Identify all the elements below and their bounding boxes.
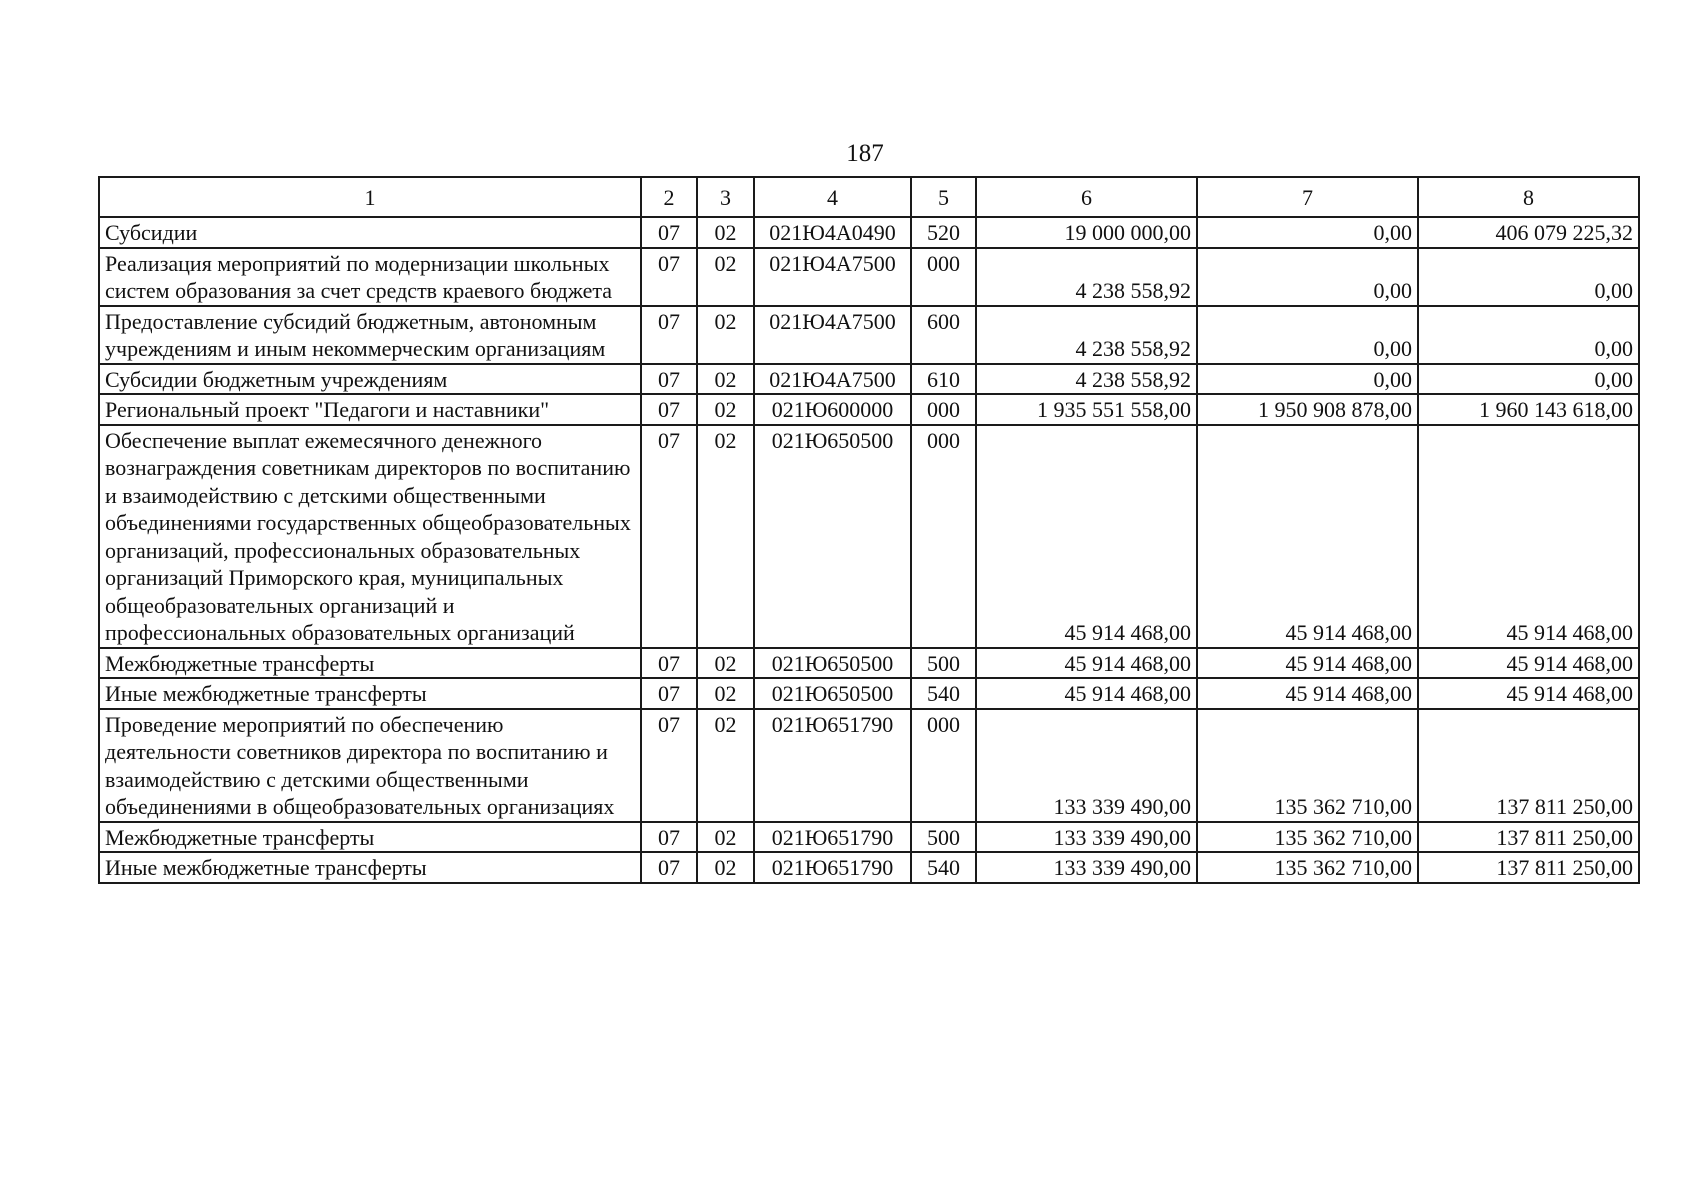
column-number-header: [99, 177, 1639, 217]
table-row: [99, 394, 1639, 425]
table-row: [99, 248, 1639, 306]
table-row: [99, 306, 1639, 364]
target-article-cell: 021Ю4А7500: [754, 248, 911, 306]
target-article-cell: 021Ю651790: [754, 852, 911, 883]
amount-col7-cell: 45 914 468,00: [1197, 648, 1418, 679]
section-code-cell: 07: [641, 306, 697, 364]
expense-type-cell: 000: [911, 394, 976, 425]
amount-col8-cell: 45 914 468,00: [1418, 425, 1639, 648]
item-name-cell: Иные межбюджетные трансферты: [99, 678, 641, 709]
amount-col8-cell: 0,00: [1418, 364, 1639, 395]
amount-col8-cell: 137 811 250,00: [1418, 709, 1639, 822]
subsection-code-cell: 02: [697, 852, 754, 883]
amount-col7-cell: 45 914 468,00: [1197, 425, 1418, 648]
table-row: [99, 852, 1639, 883]
expense-type-cell: 000: [911, 425, 976, 648]
target-article-cell: 021Ю4А7500: [754, 306, 911, 364]
column-header: 8: [1418, 177, 1639, 217]
amount-col7-cell: 135 362 710,00: [1197, 709, 1418, 822]
item-name-cell: Субсидии бюджетным учреждениям: [99, 364, 641, 395]
amount-col6-cell: 4 238 558,92: [976, 364, 1197, 395]
item-name-cell: Межбюджетные трансферты: [99, 822, 641, 853]
subsection-code-cell: 02: [697, 822, 754, 853]
amount-col6-cell: 45 914 468,00: [976, 648, 1197, 679]
amount-col6-cell: 4 238 558,92: [976, 306, 1197, 364]
section-code-cell: 07: [641, 217, 697, 248]
expense-type-cell: 500: [911, 648, 976, 679]
target-article-cell: 021Ю650500: [754, 648, 911, 679]
section-code-cell: 07: [641, 394, 697, 425]
amount-col7-cell: 0,00: [1197, 364, 1418, 395]
target-article-cell: 021Ю4А0490: [754, 217, 911, 248]
target-article-cell: 021Ю651790: [754, 709, 911, 822]
amount-col8-cell: 137 811 250,00: [1418, 852, 1639, 883]
expense-type-cell: 600: [911, 306, 976, 364]
amount-col6-cell: 133 339 490,00: [976, 822, 1197, 853]
column-header: 3: [697, 177, 754, 217]
amount-col7-cell: 1 950 908 878,00: [1197, 394, 1418, 425]
expense-type-cell: 540: [911, 678, 976, 709]
section-code-cell: 07: [641, 709, 697, 822]
table-row: [99, 425, 1639, 648]
target-article-cell: 021Ю651790: [754, 822, 911, 853]
table-row: [99, 648, 1639, 679]
target-article-cell: 021Ю650500: [754, 678, 911, 709]
section-code-cell: 07: [641, 648, 697, 679]
expense-type-cell: 500: [911, 822, 976, 853]
item-name-cell: Реализация мероприятий по модернизации школьных систем образования за счет средств краевого бюджета: [99, 248, 641, 306]
table-row: [99, 822, 1639, 853]
column-header: 4: [754, 177, 911, 217]
target-article-cell: 021Ю650500: [754, 425, 911, 648]
item-name-cell: Иные межбюджетные трансферты: [99, 852, 641, 883]
item-name-cell: Региональный проект "Педагоги и наставники": [99, 394, 641, 425]
table-row: [99, 709, 1639, 822]
column-header: 7: [1197, 177, 1418, 217]
page-number: 187: [846, 140, 884, 167]
amount-col7-cell: 0,00: [1197, 306, 1418, 364]
expense-type-cell: 000: [911, 709, 976, 822]
item-name-cell: Обеспечение выплат ежемесячного денежного вознаграждения советникам директоров по воспитанию и взаимодействию с детскими общественными объединениями государственных общеобразовательных организаций, профессиональных образовательных организаций Приморского края, муниципальных общеобразовательных организаций и профессиональных образовательных организаций: [99, 425, 641, 648]
budget-table: [98, 176, 1640, 884]
amount-col6-cell: 133 339 490,00: [976, 709, 1197, 822]
amount-col8-cell: 137 811 250,00: [1418, 822, 1639, 853]
subsection-code-cell: 02: [697, 709, 754, 822]
amount-col8-cell: 0,00: [1418, 306, 1639, 364]
subsection-code-cell: 02: [697, 217, 754, 248]
table-row: [99, 364, 1639, 395]
amount-col7-cell: 45 914 468,00: [1197, 678, 1418, 709]
expense-type-cell: 000: [911, 248, 976, 306]
section-code-cell: 07: [641, 248, 697, 306]
section-code-cell: 07: [641, 425, 697, 648]
expense-type-cell: 610: [911, 364, 976, 395]
amount-col8-cell: 1 960 143 618,00: [1418, 394, 1639, 425]
subsection-code-cell: 02: [697, 678, 754, 709]
section-code-cell: 07: [641, 364, 697, 395]
column-header: 6: [976, 177, 1197, 217]
table-row: [99, 217, 1639, 248]
table-body: [99, 177, 1639, 883]
column-header: 2: [641, 177, 697, 217]
amount-col6-cell: 1 935 551 558,00: [976, 394, 1197, 425]
target-article-cell: 021Ю4А7500: [754, 364, 911, 395]
amount-col8-cell: 406 079 225,32: [1418, 217, 1639, 248]
amount-col6-cell: 133 339 490,00: [976, 852, 1197, 883]
column-header: 1: [99, 177, 641, 217]
subsection-code-cell: 02: [697, 648, 754, 679]
amount-col6-cell: 45 914 468,00: [976, 678, 1197, 709]
subsection-code-cell: 02: [697, 394, 754, 425]
expense-type-cell: 520: [911, 217, 976, 248]
subsection-code-cell: 02: [697, 248, 754, 306]
amount-col6-cell: 4 238 558,92: [976, 248, 1197, 306]
item-name-cell: Проведение мероприятий по обеспечению деятельности советников директора по воспитанию и взаимодействию с детскими общественными объединениями в общеобразовательных организациях: [99, 709, 641, 822]
subsection-code-cell: 02: [697, 306, 754, 364]
amount-col6-cell: 19 000 000,00: [976, 217, 1197, 248]
column-header: 5: [911, 177, 976, 217]
subsection-code-cell: 02: [697, 425, 754, 648]
subsection-code-cell: 02: [697, 364, 754, 395]
item-name-cell: Предоставление субсидий бюджетным, автономным учреждениям и иным некоммерческим организациям: [99, 306, 641, 364]
amount-col7-cell: 0,00: [1197, 248, 1418, 306]
target-article-cell: 021Ю600000: [754, 394, 911, 425]
amount-col8-cell: 45 914 468,00: [1418, 648, 1639, 679]
section-code-cell: 07: [641, 678, 697, 709]
amount-col7-cell: 135 362 710,00: [1197, 822, 1418, 853]
section-code-cell: 07: [641, 822, 697, 853]
item-name-cell: Субсидии: [99, 217, 641, 248]
amount-col6-cell: 45 914 468,00: [976, 425, 1197, 648]
amount-col8-cell: 0,00: [1418, 248, 1639, 306]
table-row: [99, 678, 1639, 709]
amount-col7-cell: 0,00: [1197, 217, 1418, 248]
amount-col7-cell: 135 362 710,00: [1197, 852, 1418, 883]
item-name-cell: Межбюджетные трансферты: [99, 648, 641, 679]
section-code-cell: 07: [641, 852, 697, 883]
amount-col8-cell: 45 914 468,00: [1418, 678, 1639, 709]
expense-type-cell: 540: [911, 852, 976, 883]
